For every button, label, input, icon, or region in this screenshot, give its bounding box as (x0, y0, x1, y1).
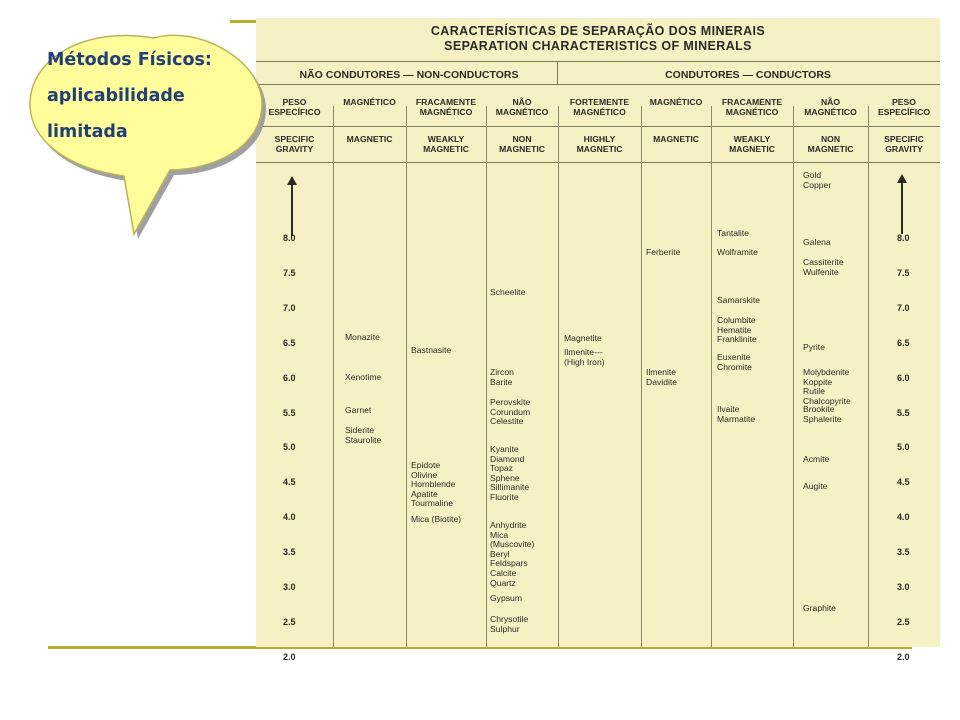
column-header-en: SPECIFIC GRAVITY (884, 134, 924, 154)
gravity-tick-label: 2.0 (897, 651, 910, 662)
mineral-entry: Columbite Hematite Franklinite (717, 315, 757, 345)
mineral-entry: Acmite (803, 454, 830, 464)
gravity-tick-label: 7.5 (283, 267, 296, 278)
column-divider (711, 106, 712, 647)
mineral-entry: Ferberite (646, 247, 681, 257)
mineral-entry: Molybdenite Koppite Rutile Chalcopyrite (803, 367, 851, 406)
gravity-tick-label: 6.0 (897, 372, 910, 383)
mineral-entry: Zircon Barite (490, 367, 514, 387)
column-header-en: NON MAGNETIC (807, 134, 854, 154)
gravity-tick-label: 5.0 (283, 442, 296, 453)
gravity-tick-label: 3.0 (897, 582, 910, 592)
column-header-en: NON MAGNETIC (499, 134, 545, 154)
mineral-entry: Scheelite (490, 287, 526, 297)
gravity-tick-label: 4.5 (897, 477, 910, 488)
column-header-pt: PESO ESPECÍFICO (877, 97, 931, 117)
gravity-arrow-right (901, 176, 903, 234)
mineral-entry: Anhydrite Mica (Muscovite) Beryl Feldspars Calcite Quartz (490, 520, 535, 588)
column-divider (333, 106, 334, 647)
callout-line-1: Métodos Físicos: (47, 50, 212, 70)
mineral-entry: Tantalite (717, 228, 750, 238)
mineral-entry: Brookite Sphalerite (803, 404, 842, 424)
gravity-tick-label: 2.0 (283, 651, 296, 662)
gravity-tick-label: 7.5 (897, 267, 910, 278)
mineral-entry: Wolframite (717, 247, 758, 257)
mineral-entry: Gold Copper (803, 170, 832, 190)
group-divider (557, 61, 558, 84)
column-header-en: WEAKLY MAGNETIC (729, 134, 775, 154)
column-header-en: SPECIFIC GRAVITY (274, 134, 315, 154)
column-header-pt: NÃO MAGNÉTICO (804, 97, 857, 117)
column-header-en: MAGNETIC (346, 134, 393, 144)
rule-under-groups (256, 84, 940, 85)
column-header-pt: FORTEMENTE MAGNÉTICO (569, 97, 630, 117)
gravity-tick-label: 5.5 (283, 407, 296, 418)
separation-table-scan (256, 18, 940, 662)
mineral-entry: Graphite (803, 603, 836, 613)
gravity-tick-label: 7.0 (897, 302, 910, 313)
table-title-en: SEPARATION CHARACTERISTICS OF MINERALS (444, 39, 752, 53)
mineral-entry: Galena (803, 237, 831, 247)
callout-line-2: aplicabilidade (47, 86, 185, 106)
group-non-conductors: NÃO CONDUTORES — NON-CONDUCTORS (299, 69, 519, 81)
mineral-entry: Bastnasite (411, 345, 452, 355)
mineral-entry: Euxenite Chromite (717, 352, 752, 372)
gravity-tick-label: 8.0 (897, 233, 910, 243)
mineral-entry: Mica (Biotite) (411, 514, 462, 524)
column-header-en: HIGHLY MAGNETIC (576, 134, 623, 154)
column-divider (558, 106, 559, 647)
column-header-pt: FRACAMENTE MAGNÉTICO (415, 97, 477, 117)
table-title-pt: CARACTERÍSTICAS DE SEPARAÇÃO DOS MINERAIS (430, 24, 766, 38)
gravity-tick-label: 5.0 (897, 442, 910, 453)
column-header-pt: MAGNÉTICO (343, 97, 396, 107)
gravity-tick-label: 6.0 (283, 372, 296, 383)
mineral-entry: Xenotime (345, 372, 382, 382)
gravity-tick-label: 3.5 (897, 547, 910, 558)
column-divider (793, 106, 794, 647)
gravity-tick-label: 4.0 (897, 512, 910, 523)
mineral-entry: Augite (803, 481, 828, 491)
gravity-tick-label: 5.5 (897, 407, 910, 418)
callout-line-3: limitada (47, 122, 128, 142)
rule-under-title (256, 61, 940, 62)
group-conductors: CONDUTORES — CONDUCTORS (665, 69, 831, 81)
mineral-entry: Perovskite Corundum Celestite (490, 397, 531, 427)
column-header-en: WEAKLY MAGNETIC (423, 134, 469, 154)
mineral-entry: Epidote Olivine Hornblende Apatite Tourmaline (411, 460, 456, 509)
mineral-entry: Samarskite (717, 295, 760, 305)
gravity-tick-label: 4.0 (283, 512, 296, 523)
column-header-pt: FRACAMENTE MAGNÉTICO (721, 97, 783, 117)
gravity-tick-label: 4.5 (283, 477, 296, 488)
mineral-entry: Kyanite Diamond Topaz Sphene Sillimanite Fluorite (490, 444, 530, 502)
gravity-tick-label: 3.0 (283, 582, 296, 592)
gravity-tick-label: 6.5 (897, 337, 910, 348)
rule-under-header (256, 162, 940, 163)
gravity-tick-label: 7.0 (283, 302, 296, 313)
column-divider (486, 106, 487, 647)
gravity-tick-label: 3.5 (283, 547, 296, 558)
column-header-pt: NÃO MAGNÉTICO (495, 97, 549, 117)
mineral-entry: Monazite (345, 332, 380, 342)
mineral-entry: Cassiterite Wulfenite (803, 257, 844, 277)
column-header-pt: MAGNÉTICO (649, 97, 703, 107)
gravity-tick-label: 8.0 (283, 233, 296, 243)
mineral-entry: Gypsum (490, 593, 522, 603)
mineral-entry: Ilmenite--- (High Iron) (564, 347, 605, 367)
gravity-tick-label: 2.5 (897, 616, 910, 627)
gravity-tick-label: 6.5 (283, 337, 296, 348)
mineral-entry: Magnetite (564, 333, 602, 343)
mineral-entry: Garnet (345, 405, 372, 415)
column-divider (641, 106, 642, 647)
column-divider (406, 106, 407, 647)
gravity-arrow-left (291, 178, 293, 236)
mineral-entry: Chrysotile Sulphur (490, 614, 529, 634)
mineral-entry: Pyrite (803, 342, 825, 352)
gravity-tick-label: 2.5 (283, 616, 296, 627)
column-divider (868, 106, 869, 647)
callout-text (47, 42, 247, 150)
column-header-pt: PESO ESPECÍFICO (268, 97, 321, 117)
mineral-entry: Siderite Staurolite (345, 425, 382, 445)
rule-mid-header (256, 126, 940, 127)
mineral-entry: Ilvaite Marmatite (717, 404, 756, 424)
mineral-entry: Ilmenite Davidite (646, 367, 678, 387)
column-header-en: MAGNETIC (653, 134, 699, 144)
